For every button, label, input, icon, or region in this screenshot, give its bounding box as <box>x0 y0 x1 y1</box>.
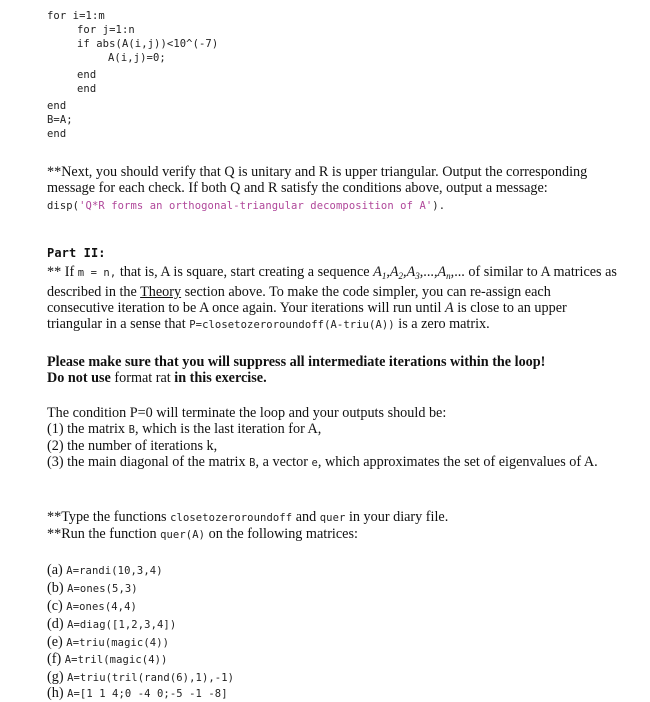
matrix-a-symbol: A <box>444 300 454 316</box>
functions-block <box>47 509 617 543</box>
part-ii-text-d: section above. To make the code simpler, you can re-assign each consecutive iteration to be A once again. Your iterations will run until <box>47 284 551 316</box>
part-ii-text-b: that is, A is square, start creating a sequence <box>116 264 374 280</box>
disp-suffix: ). <box>432 200 446 212</box>
example-item: (e) A=triu(magic(4)) <box>47 634 170 650</box>
condition-block <box>47 405 617 471</box>
code-line: if abs(A(i,j))<10^(-7) <box>77 38 219 50</box>
example-item: (f) A=tril(magic(4)) <box>47 651 168 667</box>
part-ii-paragraph <box>47 264 617 333</box>
verify-paragraph <box>47 164 617 214</box>
example-item: (b) A=ones(5,3) <box>47 580 138 596</box>
code-line: A(i,j)=0; <box>108 52 166 64</box>
theory-link[interactable]: Theory <box>140 284 182 300</box>
part-ii-heading: Part II: <box>47 246 106 260</box>
condition-item-1: (1) the matrix B, which is the last iteration for A, <box>47 421 322 437</box>
example-item: (g) A=triu(tril(rand(6),1),-1) <box>47 669 235 685</box>
code-line: B=A; <box>47 114 73 126</box>
m-equals-n-code: m = n, <box>77 267 117 279</box>
closetozero-code: P=closetozeroroundoff(A-triu(A)) <box>189 319 395 331</box>
warning-line-1: Please make sure that you will suppress all intermediate iterations within the loop! <box>47 354 546 370</box>
part-ii-intro: ** If <box>47 264 78 280</box>
type-functions-line: **Type the functions closetozeroroundoff and quer in your diary file. <box>47 509 449 525</box>
part-ii-text-f: is a zero matrix. <box>394 316 490 332</box>
example-item: (c) A=ones(4,4) <box>47 598 137 614</box>
code-line: for i=1:m <box>47 10 105 22</box>
example-item: (d) A=diag([1,2,3,4]) <box>47 616 177 632</box>
code-line: end <box>77 83 97 95</box>
code-line: end <box>47 100 67 112</box>
code-line: end <box>47 128 67 140</box>
code-line: for j=1:n <box>77 24 135 36</box>
warning-block <box>47 354 617 386</box>
example-item: (h) A=[1 1 4;0 -4 0;-5 -1 -8] <box>47 685 228 701</box>
condition-intro: The condition P=0 will terminate the loop and your outputs should be: <box>47 405 447 421</box>
code-line: end <box>77 69 97 81</box>
sequence-formula: $A_1,A_2,A_3,...,A_n$ <box>373 264 451 281</box>
verify-text: **Next, you should verify that Q is unitary and R is upper triangular. Output the corresponding message for each check. If both Q and R satisfy the conditions above, output a message: <box>47 164 588 196</box>
part-ii-text-c: ,... of similar to A matrices as described in the <box>47 264 617 300</box>
run-function-line: **Run the function quer(A) on the following matrices: <box>47 526 358 542</box>
disp-string: 'Q*R forms an orthogonal-triangular decomposition of A' <box>79 200 433 212</box>
condition-item-2: (2) the number of iterations k, <box>47 438 218 454</box>
condition-item-3: (3) the main diagonal of the matrix B, a vector e, which approximates the set of eigenvalues of A. <box>47 454 598 470</box>
warning-line-2: Do not use format rat in this exercise. <box>47 370 267 386</box>
part-ii-text-e: is close to an upper triangular in a sense that <box>47 300 567 332</box>
disp-prefix: disp( <box>47 200 80 212</box>
example-item: (a) A=randi(10,3,4) <box>47 562 163 578</box>
